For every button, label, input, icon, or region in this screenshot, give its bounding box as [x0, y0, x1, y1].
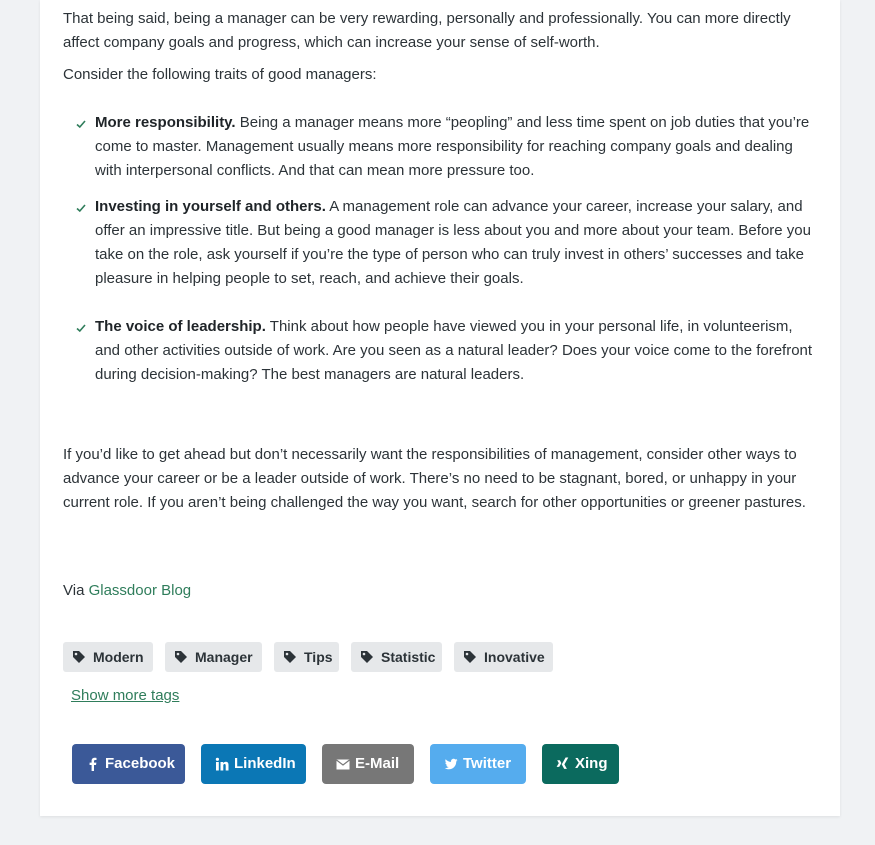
tag-modern[interactable]	[63, 642, 153, 672]
trait-title: Investing in yourself and others.	[95, 198, 326, 215]
paragraph-consider: Consider the following traits of good managers:	[63, 66, 377, 83]
share-label: Twitter	[463, 755, 512, 772]
tag-icon	[72, 650, 86, 664]
tag-label: Inovative	[484, 649, 545, 665]
trait-item	[95, 111, 817, 183]
tag-icon	[360, 650, 374, 664]
trait-body: A management role can advance your career, increase your salary, and offer an impressive title. But being a good manager is less about you and more about your team. Before you take on the role, ask yourself if you’re the type of person who can truly invest in others’ successes and take pleasure in helping people to set, reach, and achieve their goals.	[95, 198, 811, 287]
show-more-tags-link[interactable]: Show more tags	[71, 687, 180, 704]
checkmark-icon	[75, 322, 87, 334]
paragraph-advice: If you’d like to get ahead but don’t necessarily want the responsibilities of management, consider other ways to advance your career or be a leader outside of work. There’s no need to be stagnant, bored, or unhappy in your current role. If you aren’t being challenged the way you want, search for other opportunities or greener pastures.	[63, 446, 806, 511]
share-label: Xing	[575, 755, 608, 772]
trait-title: The voice of leadership.	[95, 318, 266, 335]
share-linkedin-button[interactable]	[201, 744, 306, 784]
tag-label: Modern	[93, 649, 144, 665]
trait-body: Being a manager means more “peopling” and less time spent on job duties that you’re come to master. Management usually means more responsibility for reaching company goals and dealing with interpersonal conflicts. And that can mean more pressure too.	[95, 114, 810, 179]
share-email-button[interactable]	[322, 744, 414, 784]
checkmark-icon	[75, 202, 87, 214]
paragraph-intro: That being said, being a manager can be very rewarding, personally and professionally. You can more directly affect company goals and progress, which can increase your sense of self-worth.	[63, 10, 791, 51]
trait-item	[95, 315, 817, 387]
tag-inovative[interactable]	[454, 642, 553, 672]
share-label: Facebook	[105, 755, 176, 772]
trait-body: Think about how people have viewed you in your personal life, in volunteerism, and other activities outside of work. Are you seen as a natural leader? Does your voice come to the forefront during decision-making? The best managers are natural leaders.	[95, 318, 813, 383]
via-line	[63, 579, 818, 603]
share-label: LinkedIn	[234, 755, 296, 772]
article-card	[40, 0, 840, 816]
xing-icon	[556, 757, 570, 771]
tag-icon	[463, 650, 477, 664]
source-link[interactable]: Glassdoor Blog	[88, 582, 192, 599]
via-label: Via	[63, 582, 85, 599]
twitter-icon	[444, 757, 458, 771]
trait-title: More responsibility.	[95, 114, 236, 131]
checkmark-icon	[75, 118, 87, 130]
tag-tips[interactable]	[274, 642, 339, 672]
tag-icon	[283, 650, 297, 664]
facebook-icon	[86, 757, 100, 771]
share-facebook-button[interactable]	[72, 744, 185, 784]
trait-item	[95, 195, 817, 291]
tag-manager[interactable]	[165, 642, 262, 672]
tag-label: Statistic	[381, 649, 436, 665]
tag-label: Manager	[195, 649, 253, 665]
linkedin-icon	[215, 757, 229, 771]
envelope-icon	[336, 757, 350, 771]
tag-icon	[174, 650, 188, 664]
tag-label: Tips	[304, 649, 333, 665]
share-twitter-button[interactable]	[430, 744, 526, 784]
share-label: E-Mail	[355, 755, 400, 772]
share-xing-button[interactable]	[542, 744, 619, 784]
tag-statistic[interactable]	[351, 642, 442, 672]
